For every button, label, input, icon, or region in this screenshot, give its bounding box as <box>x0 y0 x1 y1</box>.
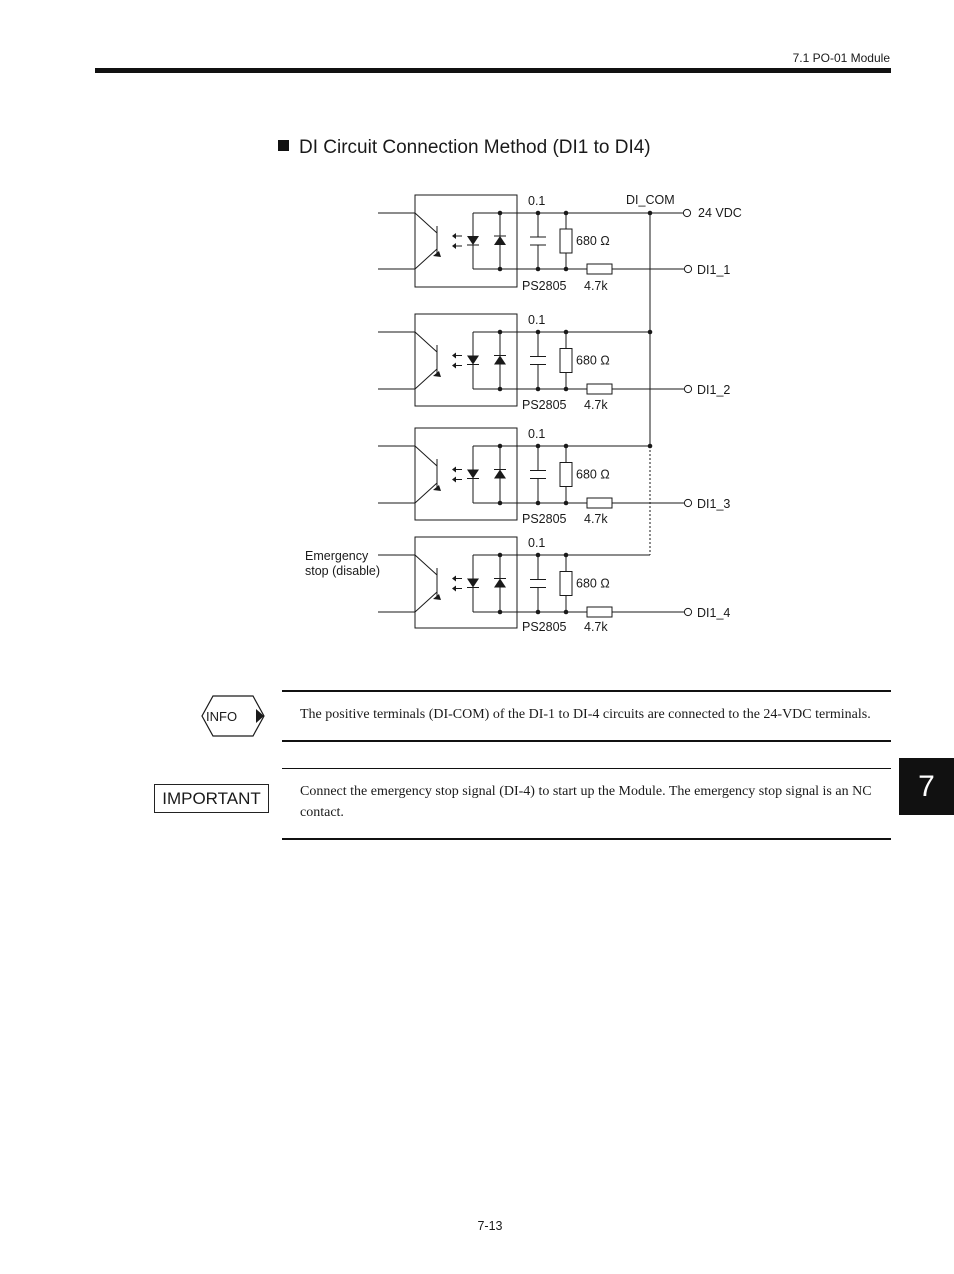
bus-junction-dot-3 <box>648 444 653 449</box>
transistor-emitter-3 <box>415 483 437 503</box>
junction-dot <box>498 211 503 216</box>
light-arrow-head-b-1 <box>452 243 456 249</box>
series-resistor-label-1: 4.7k <box>584 279 608 293</box>
junction-dot <box>564 610 569 615</box>
series-resistor-label-2: 4.7k <box>584 398 608 412</box>
light-arrow-head-b-3 <box>452 477 456 483</box>
light-arrow-head-a-3 <box>452 467 456 473</box>
transistor-collector-3 <box>415 446 437 466</box>
junction-dot <box>498 553 503 558</box>
photocoupler-label-4: PS2805 <box>522 620 567 634</box>
led-diode-a-1 <box>467 236 479 245</box>
bus-junction-dot-2 <box>648 330 653 335</box>
resistor-label-4: 680 Ω <box>576 576 610 591</box>
chapter-tab[interactable]: 7 <box>899 758 954 815</box>
resistor-4-7k-4 <box>587 607 612 617</box>
light-arrow-head-a-2 <box>452 353 456 359</box>
junction-dot <box>498 330 503 335</box>
junction-dot <box>536 610 541 615</box>
photocoupler-label-3: PS2805 <box>522 512 567 526</box>
info-note-text: The positive terminals (DI-COM) of the DI-1 to DI-4 circuits are connected to the 24-VDC terminals. <box>300 707 871 722</box>
terminal-1 <box>684 265 691 272</box>
capacitor-label-1: 0.1 <box>528 194 546 208</box>
capacitor-label-3: 0.1 <box>528 427 546 441</box>
photocoupler-label-1: PS2805 <box>522 279 567 293</box>
led-diode-b-1 <box>494 236 506 245</box>
resistor-680-3 <box>560 463 572 487</box>
junction-dot <box>564 211 569 216</box>
important-rule-bottom <box>282 838 891 840</box>
important-rule-top <box>282 768 891 769</box>
di-com-label: DI_COM <box>626 193 675 207</box>
resistor-label-2: 680 Ω <box>576 353 610 368</box>
junction-dot <box>536 267 541 272</box>
section-heading <box>278 137 651 159</box>
square-bullet-icon <box>278 140 289 151</box>
light-arrow-head-a-1 <box>452 233 456 239</box>
led-diode-b-2 <box>494 356 506 365</box>
page-number: 7-13 <box>477 1219 503 1233</box>
resistor-680-1 <box>560 229 572 253</box>
capacitor-label-4: 0.1 <box>528 536 546 550</box>
resistor-4-7k-1 <box>587 264 612 274</box>
led-diode-b-4 <box>494 579 506 588</box>
led-diode-a-2 <box>467 356 479 365</box>
running-header: 7.1 PO-01 Module <box>792 51 890 65</box>
transistor-collector-4 <box>415 555 437 575</box>
junction-dot <box>536 330 541 335</box>
led-diode-b-3 <box>494 470 506 479</box>
terminal-4 <box>684 608 691 615</box>
junction-dot <box>498 610 503 615</box>
info-icon <box>198 695 268 737</box>
light-arrow-head-b-4 <box>452 586 456 592</box>
resistor-4-7k-3 <box>587 498 612 508</box>
transistor-emitter-1 <box>415 249 437 269</box>
resistor-4-7k-2 <box>587 384 612 394</box>
junction-dot <box>564 553 569 558</box>
terminal-2 <box>684 385 691 392</box>
di-circuit-diagram <box>290 180 760 650</box>
supply-terminal <box>683 209 690 216</box>
resistor-label-3: 680 Ω <box>576 467 610 482</box>
junction-dot <box>536 387 541 392</box>
transistor-collector-1 <box>415 213 437 233</box>
terminal-3 <box>684 499 691 506</box>
info-rule-top <box>282 690 891 692</box>
emergency-label-line2: stop (disable) <box>305 564 381 578</box>
resistor-680-4 <box>560 572 572 596</box>
junction-dot <box>498 444 503 449</box>
series-resistor-label-4: 4.7k <box>584 620 608 634</box>
terminal-label-2: DI1_2 <box>697 383 731 397</box>
transistor-emitter-4 <box>415 592 437 612</box>
emergency-label-line1: Emergency <box>305 549 369 563</box>
transistor-emitter-2 <box>415 369 437 389</box>
terminal-label-3: DI1_3 <box>697 497 731 511</box>
junction-dot <box>498 387 503 392</box>
junction-dot <box>498 267 503 272</box>
junction-dot <box>564 267 569 272</box>
junction-dot <box>564 387 569 392</box>
capacitor-label-2: 0.1 <box>528 313 546 327</box>
series-resistor-label-3: 4.7k <box>584 512 608 526</box>
resistor-680-2 <box>560 349 572 373</box>
terminal-label-4: DI1_4 <box>697 606 731 620</box>
important-note-text: Connect the emergency stop signal (DI-4) to start up the Module. The emergency stop signal is an NC contact. <box>300 784 872 820</box>
light-arrow-head-a-4 <box>452 576 456 582</box>
led-diode-a-4 <box>467 579 479 588</box>
transistor-collector-2 <box>415 332 437 352</box>
junction-dot <box>536 553 541 558</box>
junction-dot <box>536 501 541 506</box>
terminal-label-1: DI1_1 <box>697 263 731 277</box>
photocoupler-label-2: PS2805 <box>522 398 567 412</box>
junction-dot <box>536 211 541 216</box>
junction-dot <box>536 444 541 449</box>
header-rule <box>95 68 891 73</box>
junction-dot <box>564 330 569 335</box>
junction-dot <box>564 501 569 506</box>
section-heading-text: DI Circuit Connection Method (DI1 to DI4) <box>299 137 651 158</box>
important-label: IMPORTANT <box>154 784 269 813</box>
light-arrow-head-b-2 <box>452 363 456 369</box>
info-icon-label: INFO <box>206 709 238 724</box>
resistor-label-1: 680 Ω <box>576 234 610 248</box>
junction-dot <box>498 501 503 506</box>
junction-dot <box>564 444 569 449</box>
info-rule-bottom <box>282 740 891 742</box>
led-diode-a-3 <box>467 470 479 479</box>
supply-label: 24 VDC <box>698 206 742 220</box>
